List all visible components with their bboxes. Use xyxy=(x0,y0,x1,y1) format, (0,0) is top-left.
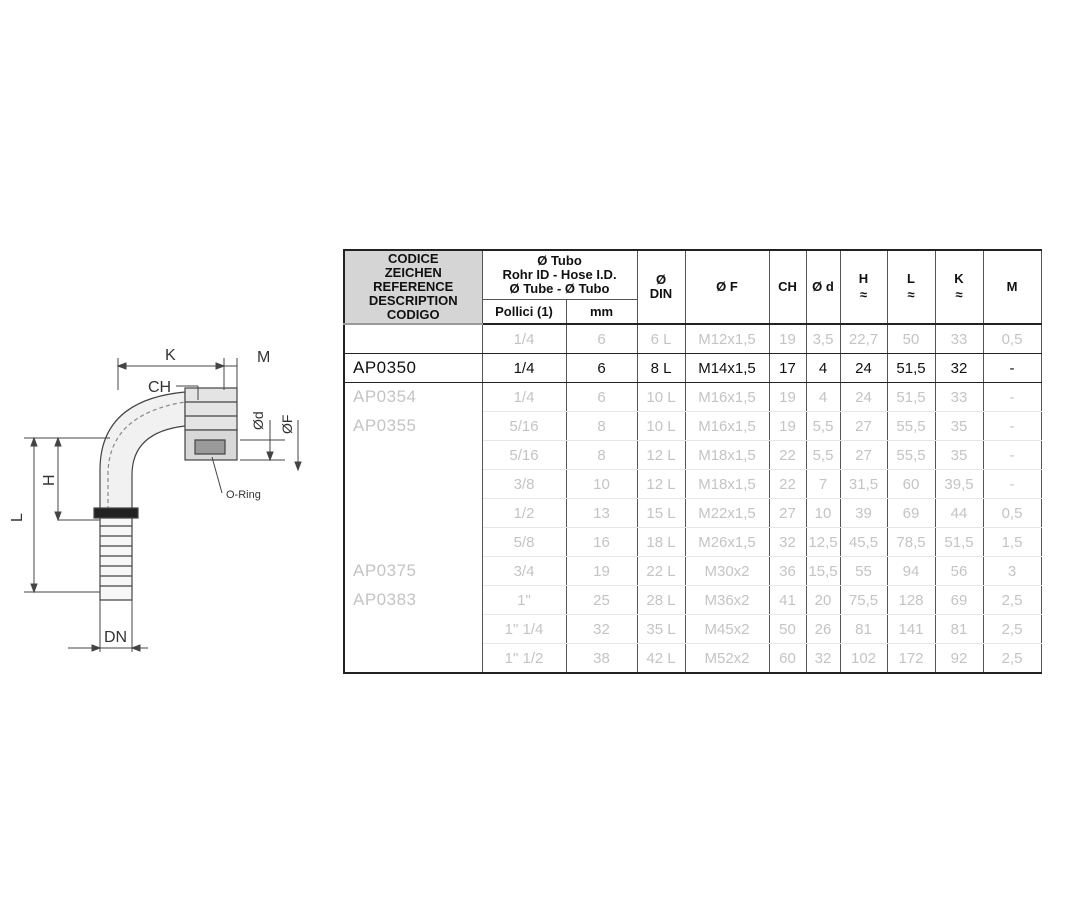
cell-od: 32 xyxy=(806,644,840,674)
dim-m-label: M xyxy=(257,349,271,366)
cell-l: 141 xyxy=(887,615,935,644)
cell-pollici: 5/16 xyxy=(482,441,566,470)
cell-pollici: 5/16 xyxy=(482,412,566,441)
cell-ch: 32 xyxy=(769,528,806,557)
cell-din: 10 L xyxy=(637,383,685,412)
cell-l: 55,5 xyxy=(887,441,935,470)
cell-of: M36x2 xyxy=(685,586,769,615)
cell-m: - xyxy=(983,412,1041,441)
cell-of: M16x1,5 xyxy=(685,383,769,412)
cell-code: AP0350 xyxy=(344,354,482,383)
cell-h: 24 xyxy=(840,354,887,383)
header-h: H ≈ xyxy=(840,250,887,324)
cell-od: 5,5 xyxy=(806,441,840,470)
cell-k: 69 xyxy=(935,586,983,615)
cell-od: 12,5 xyxy=(806,528,840,557)
table-row xyxy=(344,354,1041,383)
cell-m: 0,5 xyxy=(983,324,1041,354)
cell-h: 27 xyxy=(840,412,887,441)
cell-ch: 36 xyxy=(769,557,806,586)
cell-of: M52x2 xyxy=(685,644,769,674)
cell-k: 39,5 xyxy=(935,470,983,499)
cell-m: 2,5 xyxy=(983,644,1041,674)
cell-code xyxy=(344,528,482,557)
cell-h: 75,5 xyxy=(840,586,887,615)
cell-code xyxy=(344,441,482,470)
cell-h: 81 xyxy=(840,615,887,644)
header-ch: CH xyxy=(769,250,806,324)
table-row xyxy=(344,557,1041,586)
cell-h: 31,5 xyxy=(840,470,887,499)
cell-od: 15,5 xyxy=(806,557,840,586)
header-pollici: Pollici (1) xyxy=(482,300,566,325)
cell-ch: 41 xyxy=(769,586,806,615)
cell-od: 7 xyxy=(806,470,840,499)
cell-code xyxy=(344,499,482,528)
cell-code: AP0355 xyxy=(344,412,482,441)
cell-mm: 19 xyxy=(566,557,637,586)
cell-m: 0,5 xyxy=(983,499,1041,528)
dim-dn-label: DN xyxy=(104,629,128,646)
cell-pollici: 1" xyxy=(482,586,566,615)
table-row xyxy=(344,441,1041,470)
cell-ch: 22 xyxy=(769,470,806,499)
header-mm: mm xyxy=(566,300,637,325)
cell-h: 27 xyxy=(840,441,887,470)
cell-h: 24 xyxy=(840,383,887,412)
cell-of: M12x1,5 xyxy=(685,324,769,354)
cell-din: 22 L xyxy=(637,557,685,586)
cell-m: - xyxy=(983,470,1041,499)
cell-mm: 8 xyxy=(566,412,637,441)
cell-k: 33 xyxy=(935,324,983,354)
cell-l: 55,5 xyxy=(887,412,935,441)
cell-od: 26 xyxy=(806,615,840,644)
cell-of: M30x2 xyxy=(685,557,769,586)
fitting-drawing xyxy=(0,330,340,670)
table-row xyxy=(344,586,1041,615)
cell-l: 51,5 xyxy=(887,354,935,383)
cell-code: AP0375 xyxy=(344,557,482,586)
cell-pollici: 1/4 xyxy=(482,383,566,412)
cell-l: 69 xyxy=(887,499,935,528)
cell-of: M16x1,5 xyxy=(685,412,769,441)
cell-of: M18x1,5 xyxy=(685,470,769,499)
cell-pollici: 1" 1/4 xyxy=(482,615,566,644)
cell-ch: 19 xyxy=(769,324,806,354)
cell-of: M45x2 xyxy=(685,615,769,644)
cell-od: 4 xyxy=(806,354,840,383)
cell-ch: 22 xyxy=(769,441,806,470)
cell-din: 42 L xyxy=(637,644,685,674)
table-row xyxy=(344,412,1041,441)
cell-of: M18x1,5 xyxy=(685,441,769,470)
cell-of: M22x1,5 xyxy=(685,499,769,528)
cell-k: 32 xyxy=(935,354,983,383)
table-row xyxy=(344,470,1041,499)
dim-ch-label: CH xyxy=(148,379,172,396)
cell-k: 81 xyxy=(935,615,983,644)
cell-din: 35 L xyxy=(637,615,685,644)
cell-din: 8 L xyxy=(637,354,685,383)
cell-m: 2,5 xyxy=(983,586,1041,615)
cell-pollici: 1/4 xyxy=(482,354,566,383)
cell-code: AP0383 xyxy=(344,586,482,615)
cell-h: 102 xyxy=(840,644,887,674)
cell-of: M14x1,5 xyxy=(685,354,769,383)
table-row xyxy=(344,615,1041,644)
table-row xyxy=(344,644,1041,674)
cell-k: 92 xyxy=(935,644,983,674)
header-din: Ø DIN xyxy=(637,250,685,324)
cell-mm: 25 xyxy=(566,586,637,615)
cell-mm: 16 xyxy=(566,528,637,557)
cell-code xyxy=(344,470,482,499)
cell-pollici: 1" 1/2 xyxy=(482,644,566,674)
cell-h: 39 xyxy=(840,499,887,528)
table-body xyxy=(344,324,1041,673)
table-row xyxy=(344,383,1041,412)
cell-m: - xyxy=(983,441,1041,470)
cell-mm: 6 xyxy=(566,383,637,412)
cell-h: 22,7 xyxy=(840,324,887,354)
cell-pollici: 1/2 xyxy=(482,499,566,528)
table-header xyxy=(344,250,1041,324)
cell-mm: 10 xyxy=(566,470,637,499)
cell-l: 94 xyxy=(887,557,935,586)
table-row xyxy=(344,499,1041,528)
cell-code xyxy=(344,615,482,644)
cell-ch: 60 xyxy=(769,644,806,674)
cell-k: 44 xyxy=(935,499,983,528)
spec-table xyxy=(343,249,1042,674)
cell-of: M26x1,5 xyxy=(685,528,769,557)
cell-din: 15 L xyxy=(637,499,685,528)
cell-m: - xyxy=(983,354,1041,383)
cell-mm: 8 xyxy=(566,441,637,470)
cell-h: 55 xyxy=(840,557,887,586)
o-ring-label: O-Ring xyxy=(226,489,261,501)
table-row xyxy=(344,528,1041,557)
cell-ch: 50 xyxy=(769,615,806,644)
dim-od-label: Ød xyxy=(250,411,266,430)
cell-mm: 13 xyxy=(566,499,637,528)
cell-din: 12 L xyxy=(637,441,685,470)
cell-od: 4 xyxy=(806,383,840,412)
cell-mm: 32 xyxy=(566,615,637,644)
cell-od: 5,5 xyxy=(806,412,840,441)
cell-mm: 6 xyxy=(566,324,637,354)
cell-pollici: 3/4 xyxy=(482,557,566,586)
dim-h-label: H xyxy=(41,474,58,486)
cell-l: 78,5 xyxy=(887,528,935,557)
cell-l: 51,5 xyxy=(887,383,935,412)
cell-ch: 17 xyxy=(769,354,806,383)
cell-l: 50 xyxy=(887,324,935,354)
header-m: M xyxy=(983,250,1041,324)
header-od: Ø d xyxy=(806,250,840,324)
cell-ch: 19 xyxy=(769,412,806,441)
cell-od: 20 xyxy=(806,586,840,615)
cell-od: 3,5 xyxy=(806,324,840,354)
cell-din: 10 L xyxy=(637,412,685,441)
cell-m: 2,5 xyxy=(983,615,1041,644)
cell-l: 172 xyxy=(887,644,935,674)
cell-din: 12 L xyxy=(637,470,685,499)
cell-code xyxy=(344,644,482,674)
cell-din: 28 L xyxy=(637,586,685,615)
cell-l: 128 xyxy=(887,586,935,615)
cell-ch: 19 xyxy=(769,383,806,412)
cell-h: 45,5 xyxy=(840,528,887,557)
cell-mm: 6 xyxy=(566,354,637,383)
cell-code xyxy=(344,324,482,354)
cell-k: 35 xyxy=(935,412,983,441)
cell-din: 6 L xyxy=(637,324,685,354)
dim-l-label: L xyxy=(9,513,26,522)
header-of: Ø F xyxy=(685,250,769,324)
cell-m: - xyxy=(983,383,1041,412)
cell-k: 51,5 xyxy=(935,528,983,557)
cell-k: 35 xyxy=(935,441,983,470)
cell-ch: 27 xyxy=(769,499,806,528)
cell-code: AP0354 xyxy=(344,383,482,412)
dim-of-label: ØF xyxy=(279,414,295,434)
header-k: K ≈ xyxy=(935,250,983,324)
table-row xyxy=(344,324,1041,354)
header-codice: CODICE ZEICHEN REFERENCE DESCRIPTION CODIGO xyxy=(344,250,482,324)
cell-m: 1,5 xyxy=(983,528,1041,557)
header-tubo: Ø Tubo Rohr ID - Hose I.D. Ø Tube - Ø Tubo xyxy=(482,250,637,300)
cell-mm: 38 xyxy=(566,644,637,674)
cell-pollici: 3/8 xyxy=(482,470,566,499)
header-l: L ≈ xyxy=(887,250,935,324)
cell-m: 3 xyxy=(983,557,1041,586)
cell-l: 60 xyxy=(887,470,935,499)
dim-k-label: K xyxy=(165,347,176,364)
cell-din: 18 L xyxy=(637,528,685,557)
cell-pollici: 1/4 xyxy=(482,324,566,354)
cell-od: 10 xyxy=(806,499,840,528)
cell-pollici: 5/8 xyxy=(482,528,566,557)
cell-k: 56 xyxy=(935,557,983,586)
cell-k: 33 xyxy=(935,383,983,412)
